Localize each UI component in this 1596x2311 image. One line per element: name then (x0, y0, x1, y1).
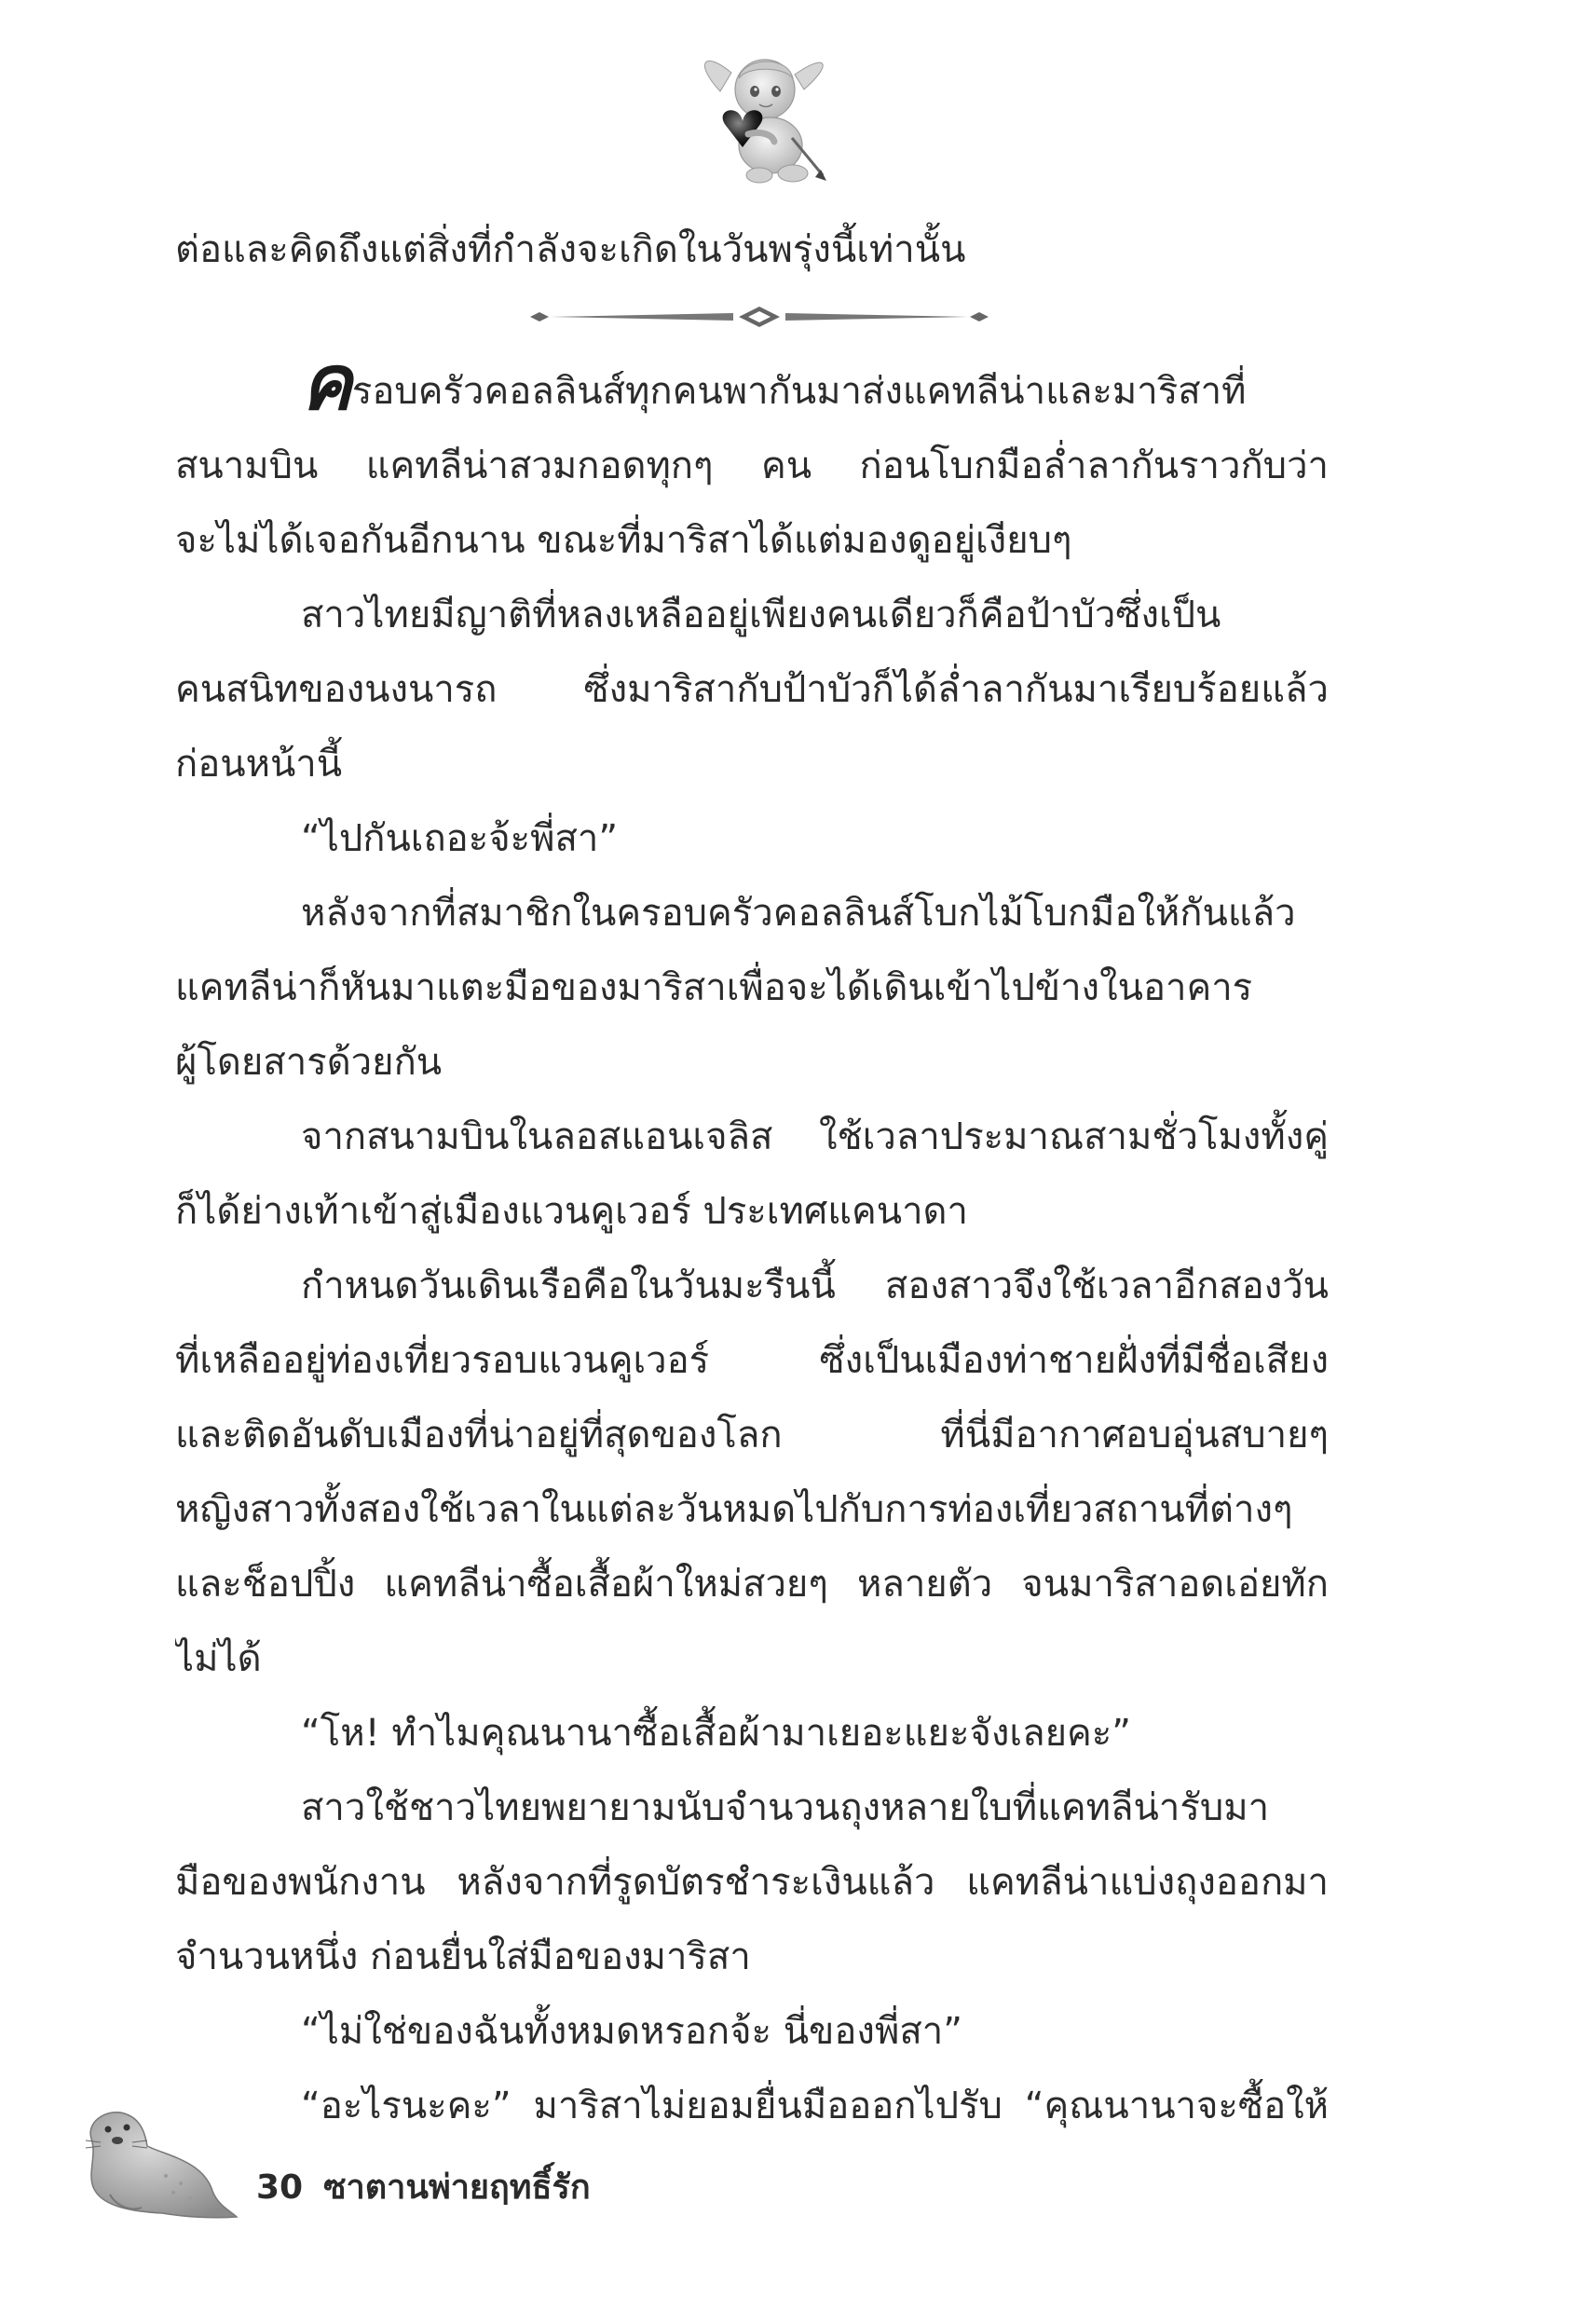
body-text (175, 354, 1329, 2143)
text-line: มือของพนักงาน หลังจากที่รูดบัตรชำระเงินแล้ว แคทลีน่าแบ่งถุงออกมา (175, 1861, 1329, 1904)
drop-cap: ค (301, 354, 352, 428)
cupid-heart-ornament (694, 45, 834, 194)
text-line: “อะไรนะคะ” มาริสาไม่ยอมยื่นมือออกไปรับ “คุณนานาจะซื้อให้ (301, 2085, 1329, 2127)
text-line: สาวใช้ชาวไทยพยายามนับจำนวนถุงหลายใบที่แคทลีน่ารับมา (301, 1786, 1270, 1829)
text-line: และติดอันดับเมืองที่น่าอยู่ที่สุดของโลก ที่นี่มีอากาศอบอุ่นสบายๆ (175, 1414, 1329, 1456)
text-line: จะไม่ได้เจอกันอีกนาน ขณะที่มาริสาได้แต่มองดูอยู่เงียบๆ (175, 519, 1072, 562)
page-number: 30 (256, 2168, 304, 2207)
text-line: ก่อนหน้านี้ (175, 743, 343, 786)
text-line: จากสนามบินในลอสแอนเจลิส ใช้เวลาประมาณสามชั่วโมงทั้งคู่ (301, 1115, 1329, 1158)
text-line: “ไปกันเถอะจ้ะพี่สา” (301, 817, 619, 860)
text-line: ก็ได้ย่างเท้าเข้าสู่เมืองแวนคูเวอร์ ประเทศแคนาดา (175, 1190, 968, 1233)
text-line: ครอบครัวคอลลินส์ทุกคนพากันมาส่งแคทลีน่าและมาริสาที่ (175, 354, 1329, 429)
section-divider-ornament (526, 303, 992, 331)
text-line: แคทลีน่าก็หันมาแตะมือของมาริสาเพื่อจะได้เดินเข้าไปข้างในอาคาร (175, 966, 1253, 1009)
text-line: “โห! ทำไมคุณนานาซื้อเสื้อผ้ามาเยอะแยะจังเลยคะ” (301, 1712, 1131, 1755)
text-line: ผู้โดยสารด้วยกัน (175, 1041, 443, 1084)
text-line: กำหนดวันเดินเรือคือในวันมะรืนนี้ สองสาวจึงใช้เวลาอีกสองวัน (301, 1265, 1329, 1307)
text-line: จำนวนหนึ่ง ก่อนยื่นใส่มือของมาริสา (175, 1935, 751, 1978)
page-footer (256, 2160, 591, 2205)
text-line: ที่เหลืออยู่ท่องเที่ยวรอบแวนคูเวอร์ ซึ่งเป็นเมืองท่าชายฝั่งที่มีชื่อเสียง (175, 1339, 1329, 1382)
text-line: คนสนิทของนงนารถ ซึ่งมาริสากับป้าบัวก็ได้ล่ำลากันมาเรียบร้อยแล้ว (175, 668, 1329, 711)
text-line: และช็อปปิ้ง แคทลีน่าซื้อเสื้อผ้าใหม่สวยๆ หลายตัว จนมาริสาอดเอ่ยทัก (175, 1563, 1329, 1606)
text-line: สนามบิน แคทลีน่าสวมกอดทุกๆ คน ก่อนโบกมือล่ำลากันราวกับว่า (175, 444, 1329, 487)
book-title: ซาตานพ่ายฤทธิ์รัก (323, 2168, 591, 2207)
text-line: สาวไทยมีญาติที่หลงเหลืออยู่เพียงคนเดียวก็คือป้าบัวซึ่งเป็น (301, 594, 1221, 636)
text-line: หลังจากที่สมาชิกในครอบครัวคอลลินส์โบกไม้โบกมือให้กันแล้ว (301, 892, 1296, 935)
intro-line: ต่อและคิดถึงแต่สิ่งที่กำลังจะเกิดในวันพรุ่งนี้เท่านั้น (175, 228, 966, 271)
seal-illustration (73, 2101, 240, 2222)
text-line: “ไม่ใช่ของฉันทั้งหมดหรอกจ้ะ นี่ของพี่สา” (301, 2010, 962, 2053)
text-line: หญิงสาวทั้งสองใช้เวลาในแต่ละวันหมดไปกับการท่องเที่ยวสถานที่ต่างๆ (175, 1488, 1293, 1531)
text-line: ไม่ได้ (175, 1637, 262, 1680)
intro-paragraph (175, 212, 1329, 287)
